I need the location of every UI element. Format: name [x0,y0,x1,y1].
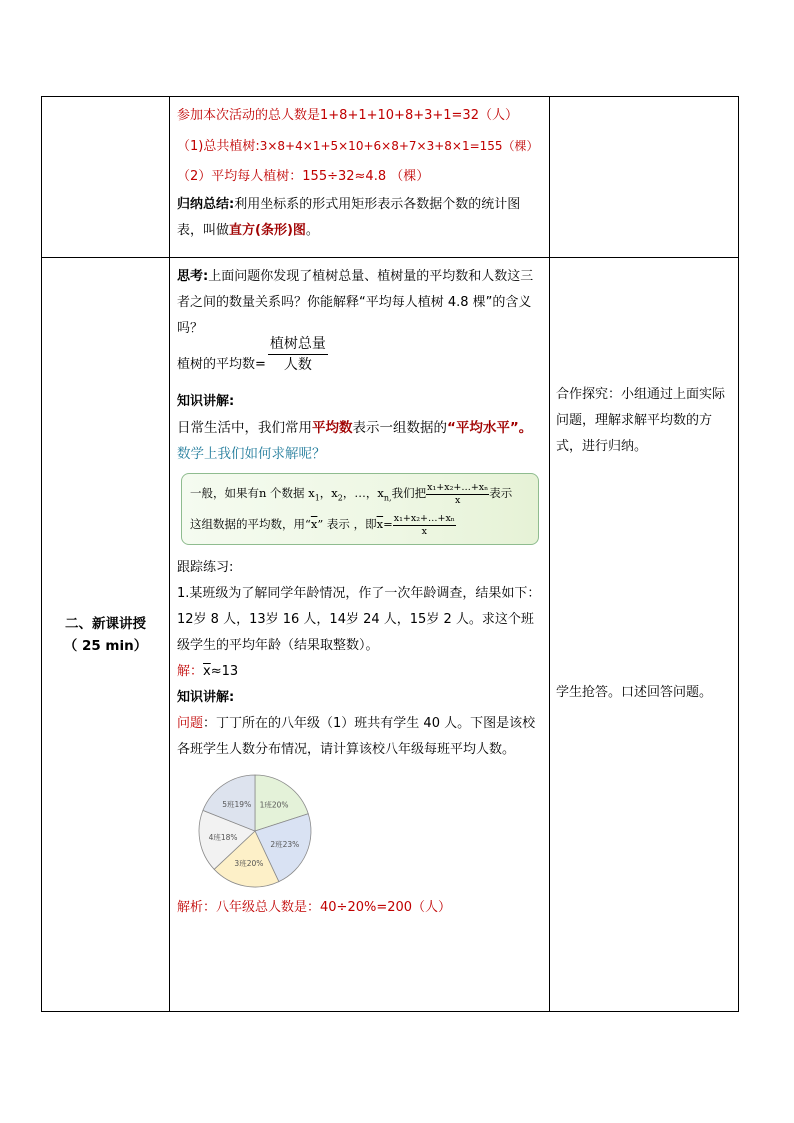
pie-slice-label: 3班20% [234,858,264,868]
avg-fraction [268,334,328,375]
avg-formula-label: 植树的平均数= [177,357,266,372]
summary-term: 直方(条形)图 [229,223,306,238]
summary-label: 归纳总结: [177,197,235,212]
def-text-e: 表示 [489,486,513,500]
section-label-cell [42,258,170,1012]
def-fraction-1 [426,482,489,507]
problem-text: ：丁丁所在的八年级（1）班共有学生 40 人。下图是该校各班学生人数分布情况，请计算该校八年级每班平均人数。 [177,715,536,757]
think-text: 上面问题你发现了植树总量、植树量的平均数和人数这三者之间的数量关系吗？你能解释“平均每人植树 4.8 棵”的含义吗？ [177,269,534,336]
pie-slice-label: 4班18% [208,832,238,842]
row2-content-cell [170,258,550,1012]
total-trees-line [177,131,543,162]
pie-chart-wrapper [195,771,315,891]
daily-paragraph [177,415,543,441]
problem-paragraph [177,711,543,763]
think-label: 思考: [177,269,209,284]
analysis-line [177,895,543,921]
def-text-f: 这组数据的平均数，用“ [190,517,311,532]
total-people-label: 参加本次活动的总人数是 [177,108,321,123]
daily-text-a: 日常生活中，我们常用 [177,420,312,436]
avg-trees-label: （2）平均每人植树： [177,169,303,184]
daily-text-b: 表示一组数据的 [352,420,447,436]
avg-denominator: 人数 [283,357,312,373]
row1-content-cell [170,97,550,258]
total-trees-label: （1)总共植树: [177,139,260,154]
answer-xbar: $\overline{x}$ [203,663,211,679]
table-row [42,97,739,258]
analysis-value: 40÷20%=200（人） [320,899,452,915]
lesson-plan-table [41,96,739,1012]
def-text-d: 我们把 [391,486,427,500]
avg-numerator: 植树总量 [268,334,328,355]
table-row [42,258,739,1012]
def-frac1-den: x [455,494,461,506]
math-question: 数学上我们如何求解呢？ [177,446,326,462]
def-frac1-num: x₁+x₂+…+xₙ [427,481,489,493]
row1-right-cell [550,97,739,258]
analysis-label: 解析：八年级总人数是： [177,899,321,915]
def-xbar-2: $\overline{x}$ [376,517,384,532]
row1-label-cell [42,97,170,258]
daily-end: 。 [518,420,533,436]
def-sub-n: n, [383,493,392,503]
avg-trees-line [177,162,543,192]
mean-definition-box [181,473,539,545]
knowledge-label-2: 知识讲解: [177,689,235,705]
right-top-note: 合作探究：小组通过上面实际问题，理解求解平均数的方式，进行归纳。 [556,387,726,454]
daily-term-average-level: “平均水平” [447,420,519,436]
think-paragraph [177,264,543,342]
def-fraction-2 [393,513,456,538]
def-equals: = [383,517,393,532]
pie-slice-label: 5班19% [222,799,252,809]
def-text-c: ，…，x [342,486,384,500]
summary-paragraph [177,192,543,244]
row2-right-cell [550,258,739,1012]
def-sub-2: 2 [337,493,343,503]
section-time: （ 25 min） [63,637,148,654]
practice-text: 1.某班级为了解同学年龄情况，作了一次年龄调查，结果如下：12岁 8 人，13岁 16 人，14岁 24 人，15岁 2 人。求这个班级学生的平均年龄（结果取整数）。 [177,585,541,653]
def-text-a: 一般，如果有n 个数据 x [190,486,315,500]
knowledge-label-1: 知识讲解: [177,394,235,409]
definition-line-2 [190,511,530,538]
right-bottom-note: 学生抢答。口述回答问题。 [556,685,713,700]
summary-end: 。 [305,223,319,238]
definition-line-1 [190,480,530,511]
def-frac2-den: x [421,525,427,537]
pie-slice-label: 1班20% [259,800,289,810]
total-people-value: 1+8+1+10+8+3+1=32（人） [320,108,518,123]
practice-label: 跟踪练习: [177,559,234,575]
avg-trees-value: 155÷32≈4.8 （棵） [302,169,430,184]
summary-text: 利用坐标系的形式用矩形表示各数据个数的统计图表，叫做 [177,197,521,238]
answer-label: 解： [177,663,204,679]
class-distribution-pie-chart [195,771,315,891]
total-people-line [177,101,543,131]
def-text-b: ，x [319,486,338,500]
def-frac2-num: x₁+x₂+…+xₙ [393,512,455,524]
def-xbar-1: $\overline{x}$ [310,517,318,532]
def-text-g: ” 表示 ，即 [317,517,377,532]
problem-label: 问题 [177,715,204,731]
answer-value: ≈13 [210,663,239,679]
avg-formula [177,336,543,385]
pie-slice-label: 2班23% [270,839,300,849]
daily-term-mean: 平均数 [312,420,353,436]
answer-line [177,659,543,685]
def-sub-1: 1 [314,493,320,503]
section-label: 二、新课讲授 [65,615,146,632]
total-trees-value: 3×8+4×1+5×10+6×8+7×3+8×1=155（棵） [259,139,539,153]
